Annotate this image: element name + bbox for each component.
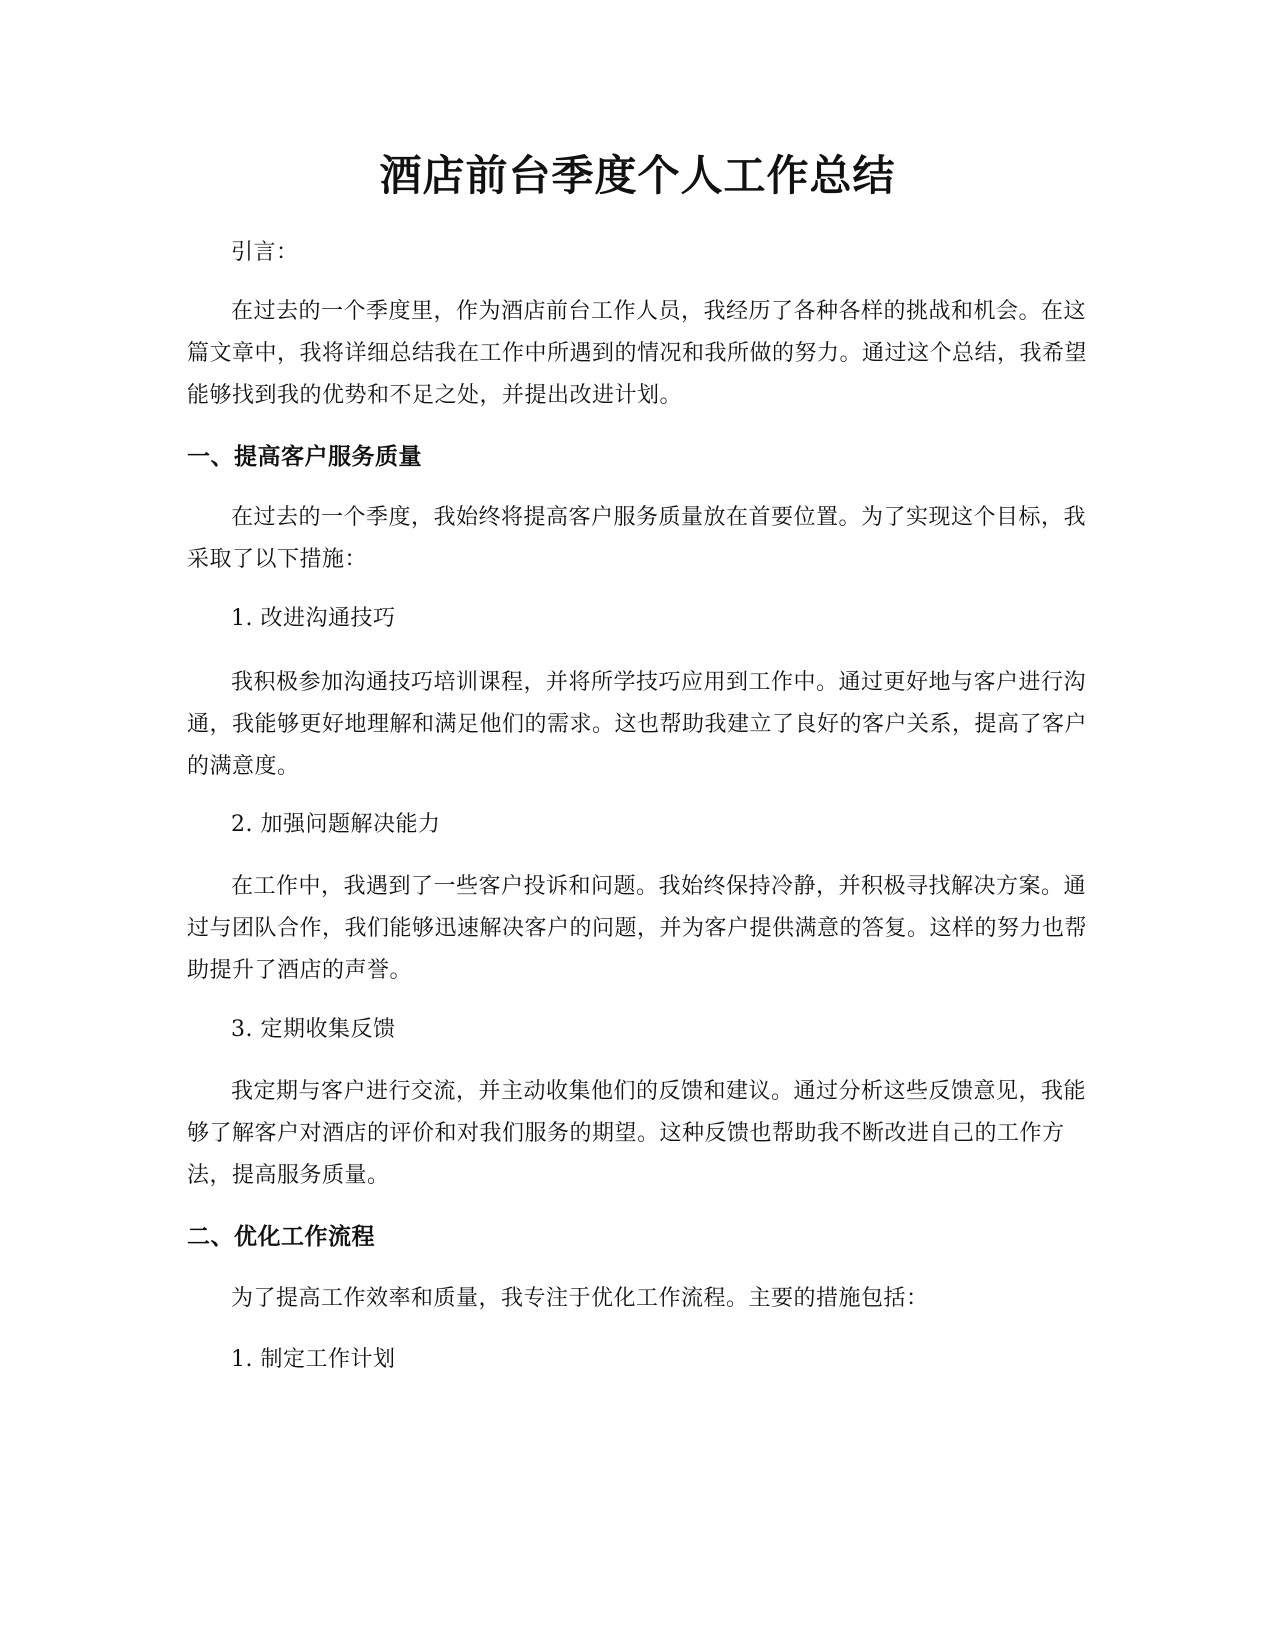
document-title: 酒店前台季度个人工作总结	[379, 151, 896, 200]
intro-label: 引言：	[231, 240, 299, 265]
section-heading-2: 二、优化工作流程	[187, 1224, 375, 1250]
section-heading-1: 一、提高客户服务质量	[187, 444, 422, 470]
section-2-intro: 为了提高工作效率和质量，我专注于优化工作流程。主要的措施包括：	[231, 1286, 929, 1311]
section-1-item-3-title: 3. 定期收集反馈	[231, 1017, 396, 1042]
section-1-item-2-body: 在工作中，我遇到了一些客户投诉和问题。我始终保持冷静，并积极寻找解决方案。通过与团队合作，我们能够迅速解决客户的问题，并为客户提供满意的答复。这样的努力也帮助提升了酒店的声誉。	[187, 874, 1088, 983]
section-1-item-1-title: 1. 改进沟通技巧	[231, 606, 396, 631]
section-1-item-3-body: 我定期与客户进行交流，并主动收集他们的反馈和建议。通过分析这些反馈意见，我能够了解客户对酒店的评价和对我们服务的期望。这种反馈也帮助我不断改进自己的工作方法，提高服务质量。	[187, 1079, 1087, 1188]
intro-paragraph: 在过去的一个季度里，作为酒店前台工作人员，我经历了各种各样的挑战和机会。在这篇文章中，我将详细总结我在工作中所遇到的情况和我所做的努力。通过这个总结，我希望能够找到我的优势和不足之处，并提出改进计划。	[187, 299, 1088, 408]
section-2-item-1-title: 1. 制定工作计划	[231, 1347, 396, 1372]
section-1-item-1-body: 我积极参加沟通技巧培训课程，并将所学技巧应用到工作中。通过更好地与客户进行沟通，我能够更好地理解和满足他们的需求。这也帮助我建立了良好的客户关系，提高了客户的满意度。	[187, 670, 1088, 779]
section-1-item-2-title: 2. 加强问题解决能力	[231, 812, 441, 837]
section-1-intro: 在过去的一个季度，我始终将提高客户服务质量放在首要位置。为了实现这个目标，我采取了以下措施：	[187, 505, 1087, 572]
